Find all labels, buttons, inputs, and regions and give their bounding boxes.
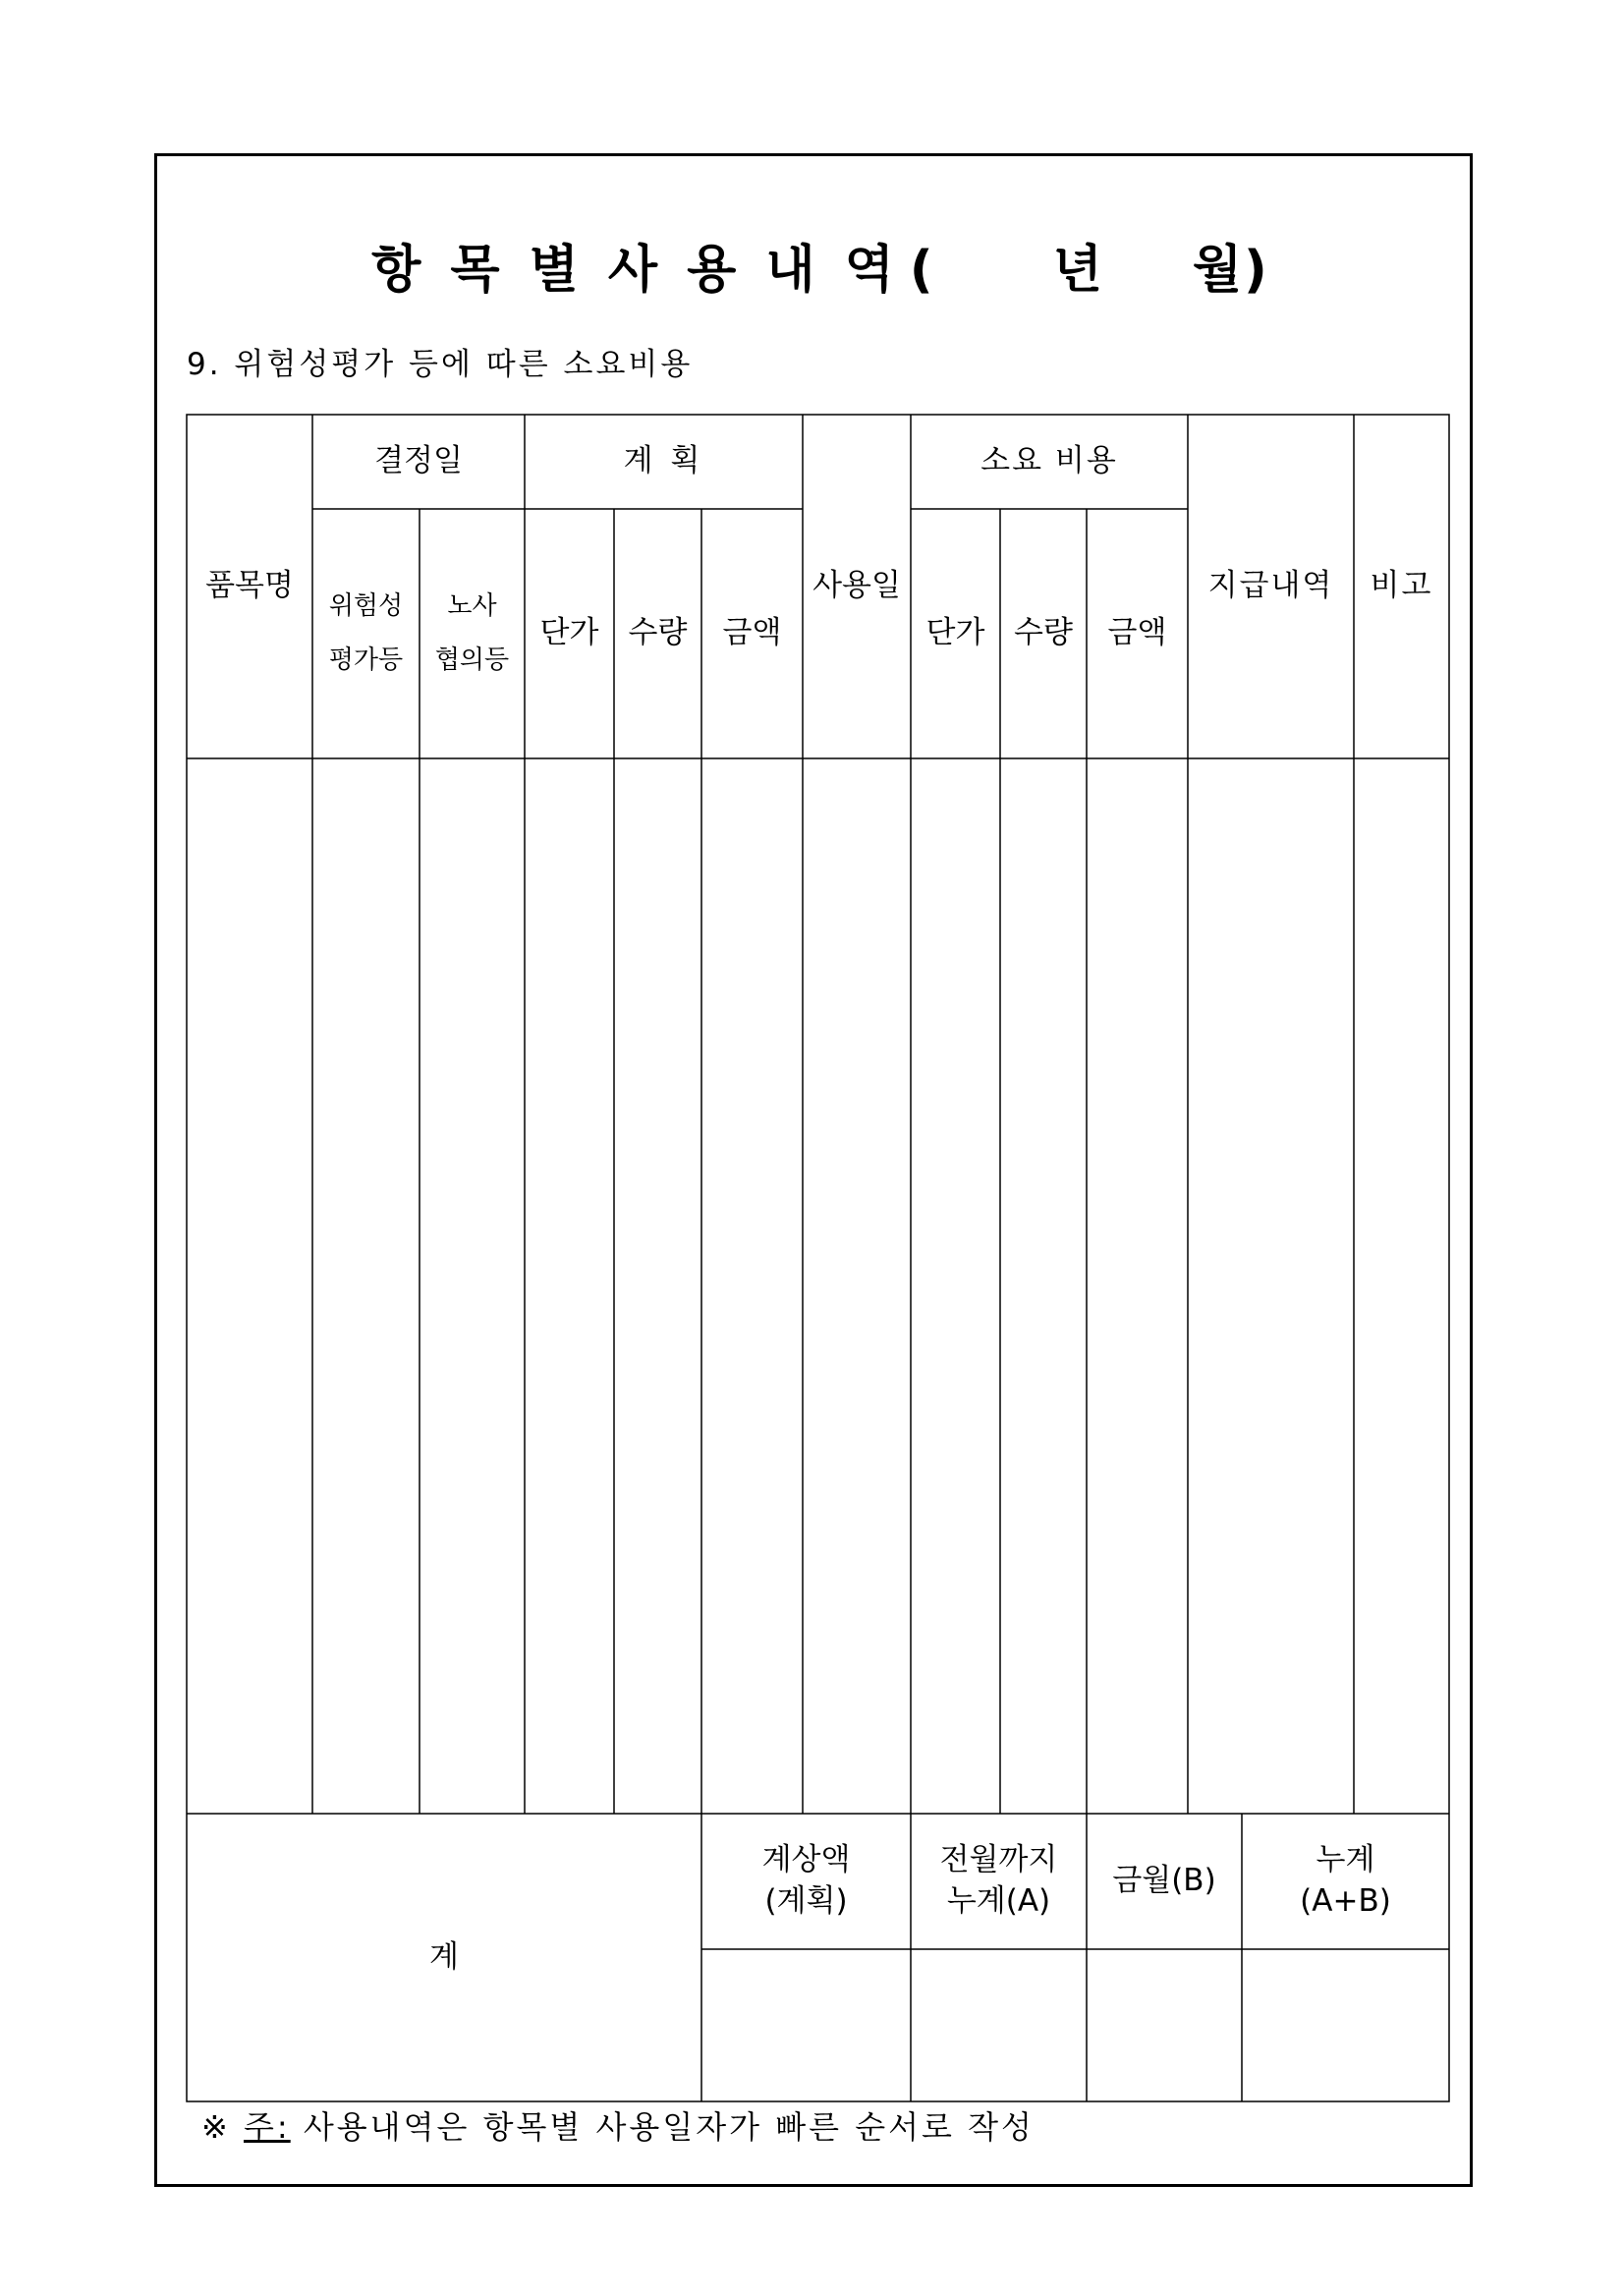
header-use-date: 사용일: [812, 568, 901, 604]
title-open-paren: (: [909, 241, 935, 300]
summary-total-label: 계: [429, 1938, 459, 1975]
header-plan-unit-price: 단가: [539, 615, 599, 651]
footnote-text: 사용내역은 항목별 사용일자가 빠른 순서로 작성: [303, 2108, 1035, 2146]
header-decision-date: 결정일: [374, 443, 463, 479]
header-plan-qty: 수량: [628, 615, 688, 651]
header-labor-consult: 노사 협의등: [434, 591, 510, 675]
header-remarks: 비고: [1370, 568, 1433, 604]
header-plan-amount: 금액: [722, 615, 782, 651]
title-month-unit: 월): [1192, 241, 1269, 300]
header-cost-amount: 금액: [1107, 615, 1167, 651]
title-year-unit: 년: [1052, 241, 1104, 300]
header-payment: 지급내역: [1207, 568, 1334, 604]
section-heading: 9. 위험성평가 등에 따른 소요비용: [187, 347, 694, 382]
header-cost: 소요 비용: [980, 443, 1118, 479]
header-item-name: 품목명: [205, 568, 294, 604]
summary-appropriation: 계상액 (계획): [761, 1842, 851, 1919]
footnote-label: 주:: [243, 2108, 291, 2146]
header-plan: 계 획: [623, 443, 704, 479]
summary-prev-cumulative-value[interactable]: [911, 1949, 1087, 2101]
summary-cumulative: 누계 (A+B): [1300, 1842, 1391, 1919]
summary-appropriation-value[interactable]: [701, 1949, 911, 2101]
footnote: [201, 2102, 1035, 2148]
reference-mark-icon: ※: [201, 2108, 231, 2146]
page-title: 항 목 별 사 용 내 역 ( 년 월): [371, 241, 1269, 300]
summary-prev-cumulative: 전월까지 누계(A): [939, 1842, 1058, 1919]
summary-current-month-value[interactable]: [1087, 1949, 1242, 2101]
summary-cumulative-value[interactable]: [1242, 1949, 1449, 2101]
header-cost-qty: 수량: [1014, 615, 1073, 651]
header-cost-unit-price: 단가: [925, 615, 985, 651]
summary-current-month: 금월(B): [1112, 1863, 1216, 1899]
header-risk-eval: 위험성 평가등: [328, 591, 404, 675]
